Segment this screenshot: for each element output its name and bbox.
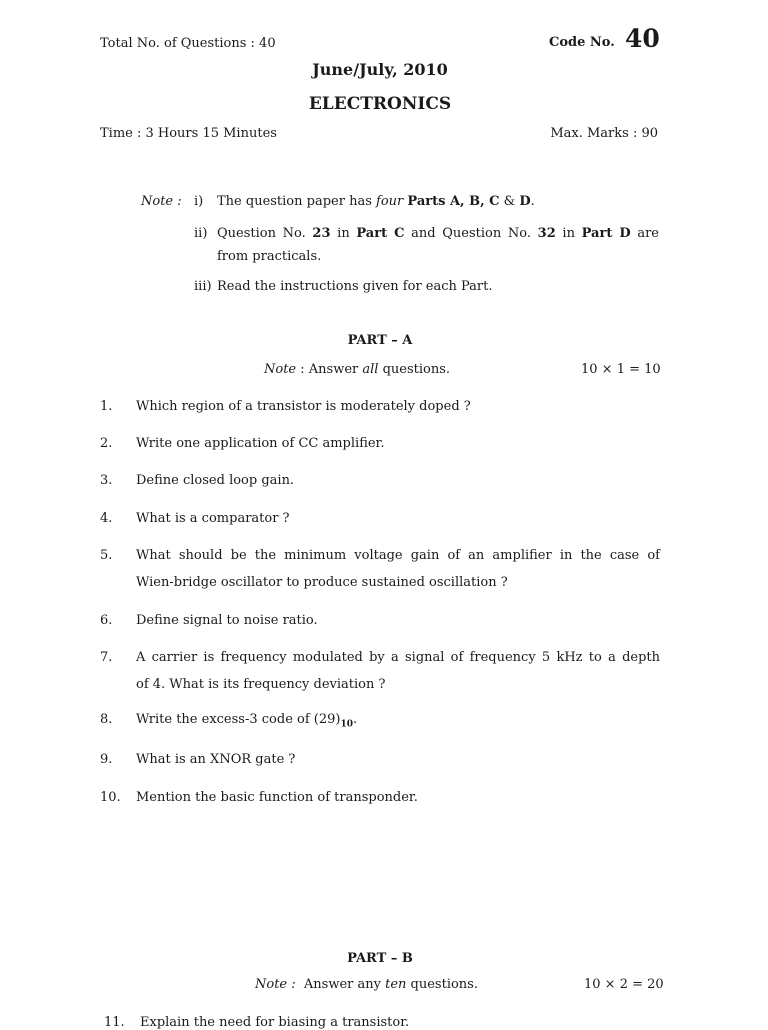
- part-a-note: Note : Answer all questions.: [264, 362, 451, 377]
- question-number: 11.: [104, 1015, 125, 1030]
- note-item-1: The question paper has four Parts A, B, C & D.: [217, 194, 535, 209]
- note-item-number: iii): [194, 279, 212, 294]
- part-b-title: PART – B: [347, 951, 413, 966]
- question-text: Explain the need for biasing a transistor.: [140, 1015, 410, 1030]
- question-text: Mention the basic function of transponder.: [136, 790, 418, 805]
- question-number: 6.: [100, 613, 113, 628]
- question-number: 7.: [100, 650, 113, 665]
- question-number: 2.: [100, 436, 113, 451]
- question-number: 1.: [100, 399, 113, 414]
- part-b-note: Note : Answer any ten questions.: [255, 977, 478, 992]
- exam-session: June/July, 2010: [312, 60, 448, 79]
- subject-title: ELECTRONICS: [308, 94, 452, 114]
- question-number: 9.: [100, 752, 113, 767]
- max-marks: Max. Marks : 90: [550, 126, 658, 141]
- note-label: Note :: [141, 194, 182, 209]
- question-text: Which region of a transistor is moderately doped ?: [136, 399, 471, 414]
- total-questions: Total No. of Questions : 40: [100, 36, 276, 51]
- code-label: Code No.: [549, 35, 615, 50]
- note-item-number: ii): [194, 226, 208, 241]
- note-item-2-continued: from practicals.: [217, 249, 322, 264]
- question-number: 3.: [100, 473, 113, 488]
- question-text: A carrier is frequency modulated by a signal of frequency 5 kHz to a depth: [136, 650, 660, 665]
- question-number: 8.: [100, 712, 113, 727]
- question-text-continued: Wien-bridge oscillator to produce sustained oscillation ?: [136, 575, 508, 590]
- question-text: What is a comparator ?: [136, 511, 290, 526]
- note-item-3: Read the instructions given for each Part.: [217, 279, 493, 294]
- part-b-marks: 10 × 2 = 20: [584, 977, 664, 992]
- question-text: Write one application of CC amplifier.: [136, 436, 385, 451]
- question-number: 10.: [100, 790, 121, 805]
- question-text: What is an XNOR gate ?: [136, 752, 296, 767]
- exam-time: Time : 3 Hours 15 Minutes: [100, 126, 277, 141]
- question-number: 4.: [100, 511, 113, 526]
- question-text: Define signal to noise ratio.: [136, 613, 318, 628]
- part-a-marks: 10 × 1 = 10: [581, 362, 661, 377]
- question-text-continued: of 4. What is its frequency deviation ?: [136, 677, 386, 692]
- note-item-2: Question No. 23 in Part C and Question No. 32 in Part D are: [217, 226, 659, 241]
- code-number: 40: [625, 24, 660, 53]
- question-number: 5.: [100, 548, 113, 563]
- note-item-number: i): [194, 194, 204, 209]
- question-text: Write the excess-3 code of $(29)_{10}$.: [136, 712, 358, 730]
- question-text: Define closed loop gain.: [136, 473, 295, 488]
- question-text: What should be the minimum voltage gain of an amplifier in the case of: [136, 548, 660, 563]
- part-a-title: PART – A: [347, 333, 413, 348]
